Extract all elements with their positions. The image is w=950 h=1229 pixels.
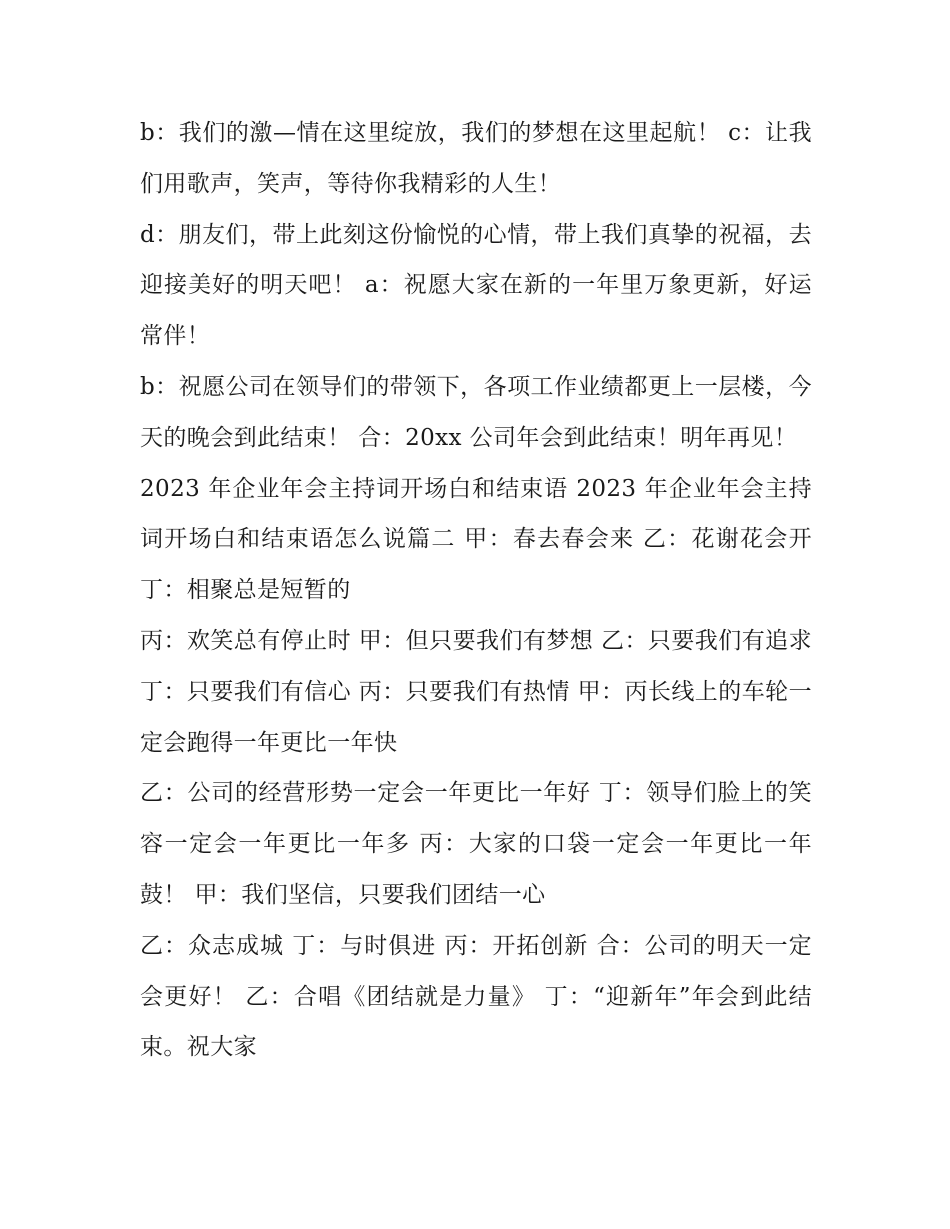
paragraph: 2023 年企业年会主持词开场白和结束语 2023 年企业年会主持词开场白和结束语怎么说篇二 甲：春去春会来 乙：花谢花会开 丁：相聚总是短暂的 <box>140 475 812 604</box>
paragraph: 乙：公司的经营形势一定会一年更比一年好 丁：领导们脸上的笑容一定会一年更比一年多 丙：大家的口袋一定会一年更比一年鼓！ 甲：我们坚信，只要我们团结一心 <box>140 780 812 908</box>
paragraph: 乙：众志成城 丁：与时俱进 丙：开拓创新 合：公司的明天一定会更好！ 乙：合唱《团结就是力量》 丁：“迎新年”年会到此结束。祝大家 <box>140 932 812 1061</box>
document-body <box>140 108 812 1073</box>
paragraph: d：朋友们，带上此刻这份愉悦的心情，带上我们真挚的祝福，去迎接美好的明天吧！ a：祝愿大家在新的一年里万象更新，好运常伴！ <box>140 221 812 350</box>
paragraph: 丙：欢笑总有停止时 甲：但只要我们有梦想 乙：只要我们有追求 丁：只要我们有信心 丙：只要我们有热情 甲：丙长线上的车轮一定会跑得一年更比一年快 <box>140 627 812 756</box>
paragraph: b：祝愿公司在领导们的带领下，各项工作业绩都更上一层楼，今天的晚会到此结束！ 合：20xx 公司年会到此结束！明年再见！ <box>140 373 812 451</box>
paragraph: b：我们的激—情在这里绽放，我们的梦想在这里起航！ c：让我们用歌声，笑声，等待你我精彩的人生！ <box>140 120 812 197</box>
